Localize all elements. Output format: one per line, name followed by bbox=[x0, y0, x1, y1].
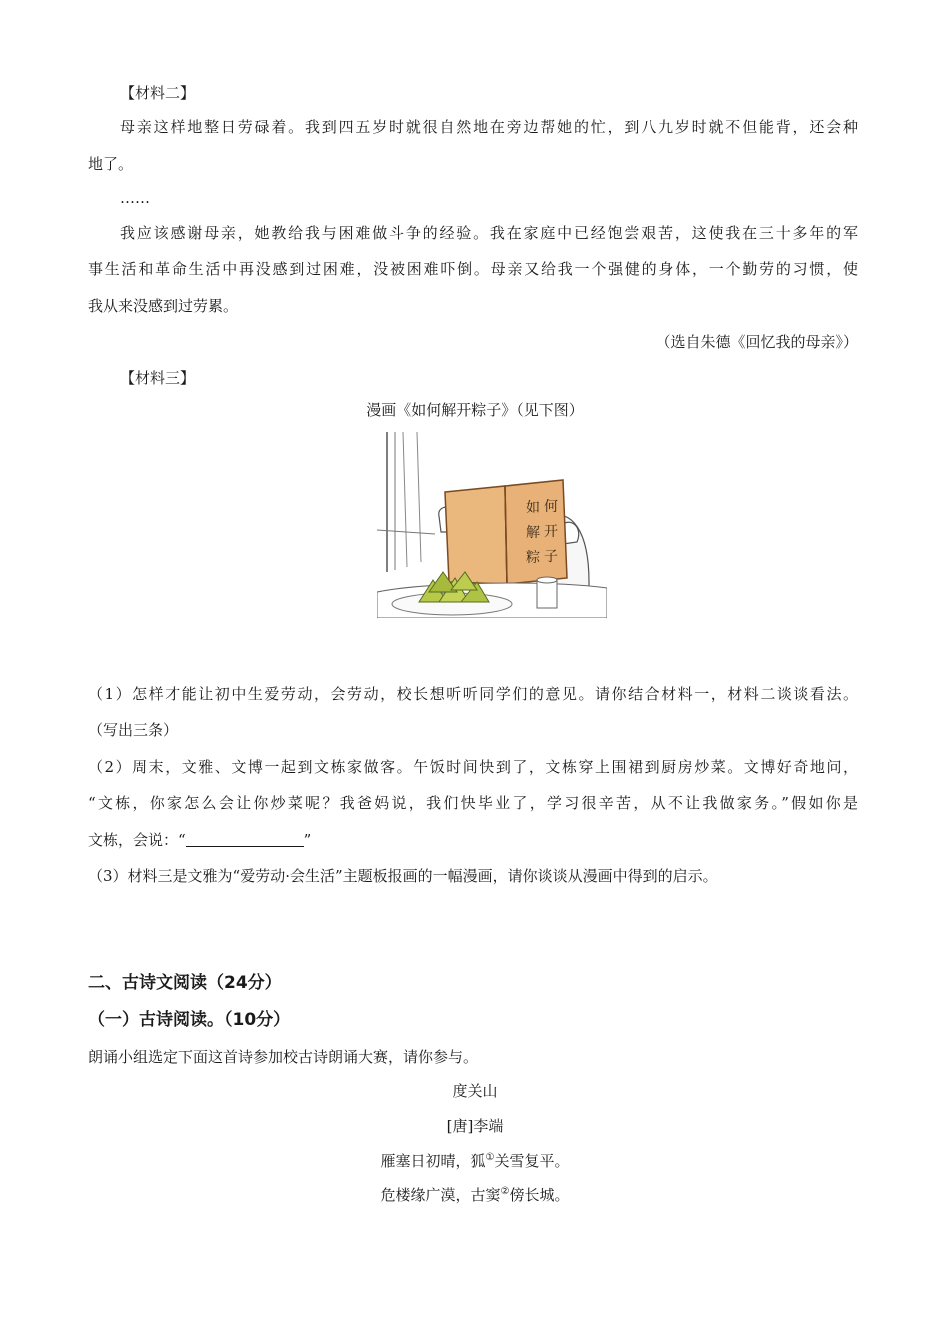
comic-illustration bbox=[377, 432, 607, 618]
question-2-line3-prefix: 文栋，会说：“ bbox=[88, 831, 186, 849]
material2-heading: 【材料二】 bbox=[120, 84, 196, 102]
comic-book-char-6: 子 bbox=[544, 549, 558, 565]
material2-paragraph2-line1: 我应该感谢母亲，她教给我与困难做斗争的经验。我在家庭中已经饱尝艰苦，这使我在三十多年的军 bbox=[120, 224, 858, 242]
question-2-line3 bbox=[88, 829, 858, 851]
question-2-line1: （2）周末，文雅、文博一起到文栋家做客。午饭时间快到了，文栋穿上围裙到厨房炒菜。文博好奇地问， bbox=[88, 758, 858, 776]
poem-author: [唐]李端 bbox=[446, 1117, 504, 1135]
comic-caption: 漫画《如何解开粽子》（见下图） bbox=[366, 401, 584, 419]
question-2-line2: “文栋，你家怎么会让你炒菜呢？我爸妈说，我们快毕业了，学习很辛苦，从不让我做家务。”假如你是 bbox=[88, 794, 858, 812]
poem-footnote-1: ① bbox=[485, 1152, 495, 1163]
question-1-line1: （1）怎样才能让初中生爱劳动，会劳动，校长想听听同学们的意见。请你结合材料一，材料二谈谈看法。 bbox=[88, 685, 858, 703]
poem-line-1-part-a: 雁塞日初晴，狐 bbox=[380, 1152, 486, 1170]
section2-title: 二、古诗文阅读（24分） bbox=[88, 973, 282, 993]
poem-footnote-2: ② bbox=[500, 1186, 510, 1197]
comic-book-char-5: 粽 bbox=[526, 550, 540, 566]
question-3-line1: （3）材料三是文雅为“爱劳动·会生活”主题板报画的一幅漫画，请你谈谈从漫画中得到的启示。 bbox=[88, 867, 718, 885]
section2-subtitle: （一）古诗阅读。（10分） bbox=[88, 1010, 291, 1030]
material2-paragraph2-line2: 事生活和革命生活中再没感到过困难，没被困难吓倒。母亲又给我一个强健的身体，一个勤劳的习惯，使 bbox=[88, 260, 858, 278]
poem-line-1-part-b: 关雪复平。 bbox=[494, 1152, 570, 1170]
comic-book-char-2: 何 bbox=[544, 499, 558, 515]
answer-blank[interactable] bbox=[186, 832, 304, 847]
material2-paragraph2-line3: 我从来没感到过劳累。 bbox=[88, 297, 239, 315]
material2-ellipsis: …… bbox=[120, 189, 150, 207]
question-1-line2: （写出三条） bbox=[88, 721, 179, 739]
poem-line-2-part-b: 傍长城。 bbox=[509, 1186, 570, 1204]
poem-line-2 bbox=[0, 1184, 950, 1206]
comic-book-char-4: 开 bbox=[544, 524, 558, 540]
material2-source: （选自朱德《回忆我的母亲》） bbox=[655, 333, 858, 351]
material3-heading: 【材料三】 bbox=[120, 369, 196, 387]
question-2-line3-suffix: ” bbox=[303, 831, 312, 849]
section2-intro: 朗诵小组选定下面这首诗参加校古诗朗诵大赛，请你参与。 bbox=[88, 1048, 479, 1066]
poem-line-1 bbox=[0, 1150, 950, 1172]
poem-title: 度关山 bbox=[452, 1082, 498, 1100]
comic-book-char-3: 解 bbox=[526, 525, 540, 541]
comic-book-char-1: 如 bbox=[526, 500, 540, 516]
poem-line-2-part-a: 危楼缘广漠，古窦 bbox=[380, 1186, 501, 1204]
material2-paragraph1-line2: 地了。 bbox=[88, 155, 134, 173]
material2-paragraph1-line1: 母亲这样地整日劳碌着。我到四五岁时就很自然地在旁边帮她的忙，到八九岁时就不但能背，还会种 bbox=[120, 118, 858, 136]
